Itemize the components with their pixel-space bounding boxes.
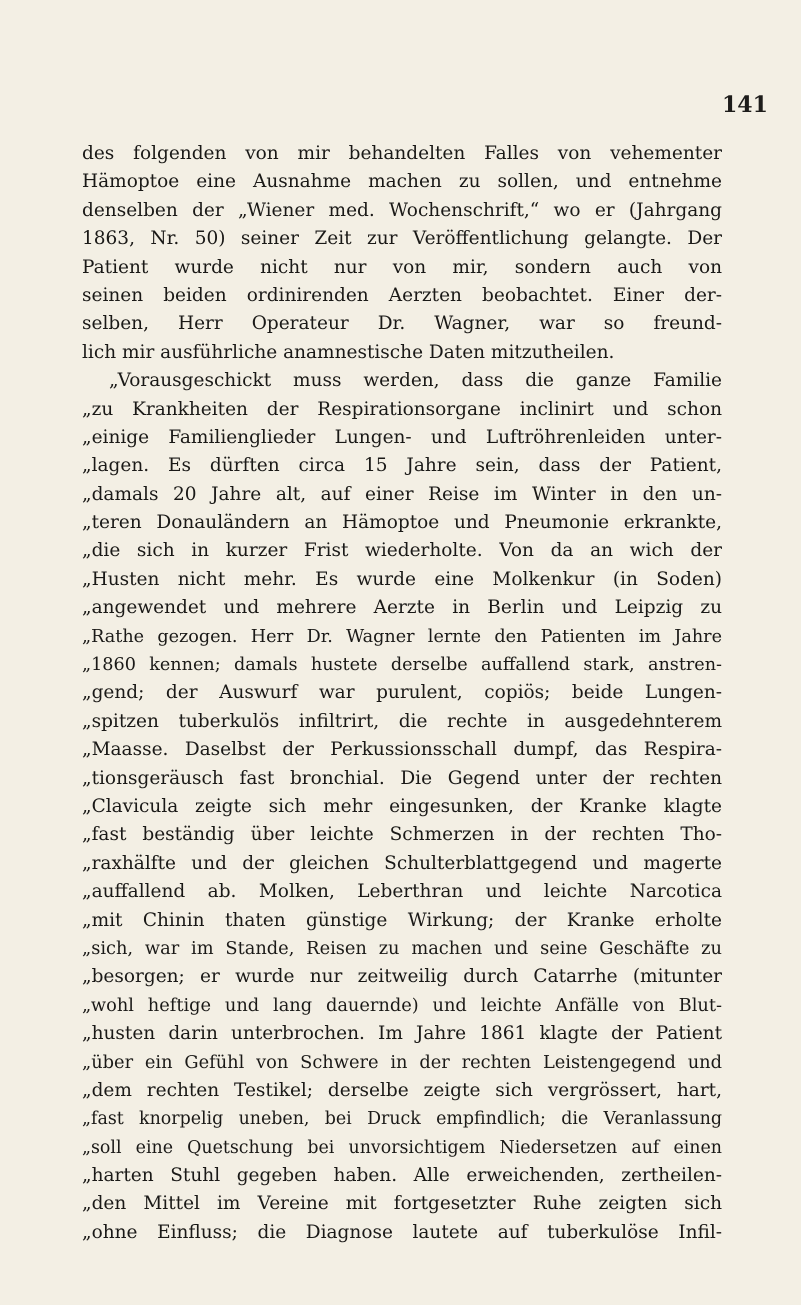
text-line: „Rathe gezogen. Herr Dr. Wagner lernte den Patienten im Jahre xyxy=(82,626,722,647)
text-line: „soll eine Quetschung bei unvorsichtigem Niedersetzen auf einen xyxy=(82,1137,722,1158)
text-line: „mit Chinin thaten günstige Wirkung; der Kranke erholte xyxy=(82,909,722,931)
text-line: „Husten nicht mehr. Es wurde eine Molkenkur (in Soden) xyxy=(82,568,722,590)
text-line: „zu Krankheiten der Respirationsorgane inclinirt und schon xyxy=(82,398,722,420)
text-line: Hämoptoe eine Ausnahme machen zu sollen, und entnehme xyxy=(82,171,722,193)
text-line: „über ein Gefühl von Schwere in der rechten Leistengegend und xyxy=(82,1051,722,1073)
text-line: „fast beständig über leichte Schmerzen in der rechten Tho- xyxy=(82,824,722,846)
text-line: „sich, war im Stande, Reisen zu machen und seine Geschäfte zu xyxy=(82,937,722,959)
text-line: denselben der „Wiener med. Wochenschrift,“ wo er (Jahrgang xyxy=(82,199,722,221)
text-line: „besorgen; er wurde nur zeitweilig durch Catarrhe (mitunter xyxy=(82,966,722,988)
text-line: „tionsgeräusch fast bronchial. Die Gegend unter der rechten xyxy=(82,767,722,789)
text-line: „gend; der Auswurf war purulent, copiös; beide Lungen- xyxy=(82,682,722,704)
text-line: „Vorausgeschickt muss werden, dass die ganze Familie xyxy=(109,370,722,392)
text-line: „wohl heftige und lang dauernde) und leichte Anfälle von Blut- xyxy=(82,994,722,1016)
text-line: Patient wurde nicht nur von mir, sondern auch von xyxy=(82,256,722,278)
text-line: „1860 kennen; damals hustete derselbe auffallend stark, anstren- xyxy=(82,655,722,676)
text-line: „husten darin unterbrochen. Im Jahre 1861 klagte der Patient xyxy=(82,1023,722,1045)
text-line: „damals 20 Jahre alt, auf einer Reise im Winter in den un- xyxy=(82,483,722,505)
text-line: selben, Herr Operateur Dr. Wagner, war so freund- xyxy=(82,313,722,335)
text-line: „einige Familienglieder Lungen- und Luftröhrenleiden unter- xyxy=(82,426,722,448)
text-line: „angewendet und mehrere Aerzte in Berlin und Leipzig zu xyxy=(82,597,722,619)
text-line: des folgenden von mir behandelten Falles von vehementer xyxy=(82,143,722,164)
text-line: „dem rechten Testikel; derselbe zeigte sich vergrössert, hart, xyxy=(82,1079,722,1101)
text-line: „teren Donauländern an Hämoptoe und Pneumonie erkrankte, xyxy=(82,512,722,534)
text-line: „ohne Einfluss; die Diagnose lautete auf tuberkulöse Infil- xyxy=(82,1221,722,1243)
text-line: „lagen. Es dürften circa 15 Jahre sein, dass der Patient, xyxy=(82,455,722,477)
text-line: „Clavicula zeigte sich mehr eingesunken, der Kranke klagte xyxy=(82,795,722,817)
text-line: „harten Stuhl gegeben haben. Alle erweichenden, zertheilen- xyxy=(82,1165,722,1187)
text-line: „raxhälfte und der gleichen Schulterblattgegend und magerte xyxy=(82,852,722,874)
text-line: „spitzen tuberkulös infiltrirt, die rechte in ausgedehnterem xyxy=(82,710,722,732)
text-line: seinen beiden ordinirenden Aerzten beobachtet. Einer der- xyxy=(82,284,722,306)
text-line: „den Mittel im Vereine mit fortgesetzter Ruhe zeigten sich xyxy=(82,1193,722,1215)
text-line: „auffallend ab. Molken, Leberthran und leichte Narcotica xyxy=(82,881,722,903)
text-line: 1863, Nr. 50) seiner Zeit zur Veröffentlichung gelangte. Der xyxy=(82,228,722,250)
text-line: lich mir ausführliche anamnestische Daten mitzutheilen. xyxy=(82,341,615,363)
text-line: „Maasse. Daselbst der Perkussionsschall dumpf, das Respira- xyxy=(82,739,722,761)
body-text xyxy=(82,140,722,1247)
text-line: „die sich in kurzer Frist wiederholte. Von da an wich der xyxy=(82,540,722,562)
page-number: 141 xyxy=(722,92,768,118)
text-line: „fast knorpelig uneben, bei Druck empfindlich; die Veranlassung xyxy=(82,1109,722,1130)
